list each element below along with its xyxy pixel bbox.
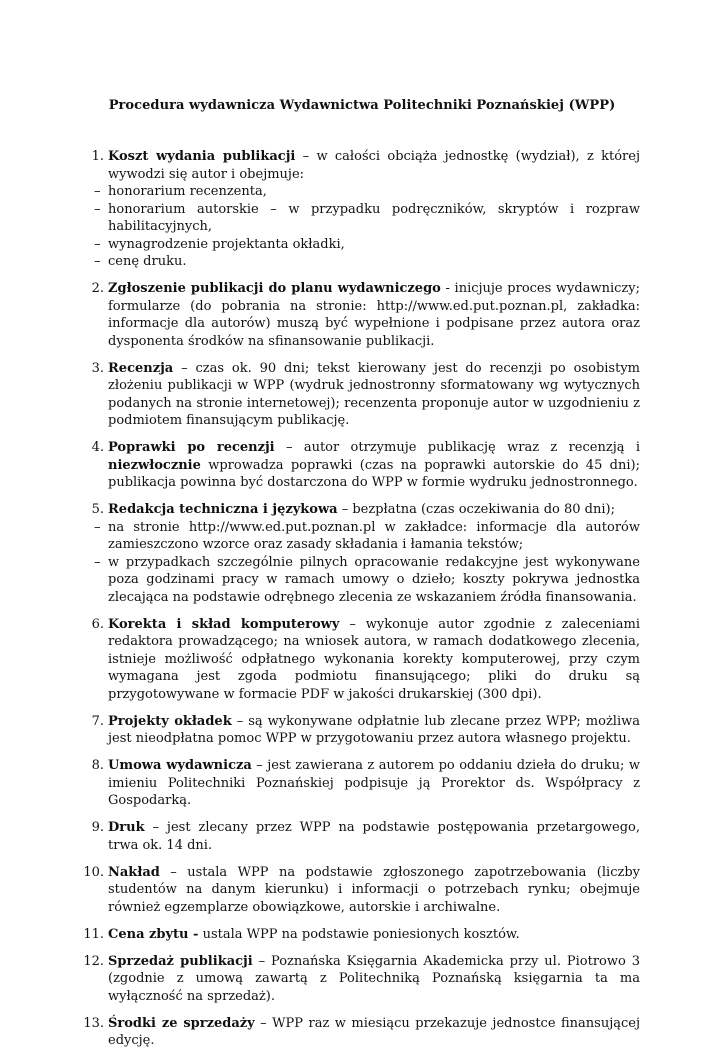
item-number: 7. (91, 713, 104, 729)
item-number: 2. (91, 281, 104, 296)
item-heading: Zgłoszenie publikacji do planu wydawniczego (108, 281, 441, 296)
procedure-item-11 (83, 926, 640, 944)
item-text: – jest zawierana z autorem po oddaniu dzieła do druku; w imieniu Politechniki Poznańskiej podpisuje ją Prorektor ds. Współpracy z Gospodarką. (108, 758, 640, 808)
item-emphasis: niezwłocznie (108, 457, 201, 473)
bullet-item: – wynagrodzenie projektanta okładki, (94, 236, 640, 254)
item-text: – czas ok. 90 dni; tekst kierowany jest do recenzji po osobistym złożeniu publikacji w WPP (wydruk jednostronny sformatowany wg wytycznych podanych na stronie internetowej); recenzenta proponuje autor w uzgodnieniu z podmiotem finansującym publikację. (108, 360, 640, 428)
item-heading: Recenzja (108, 360, 174, 376)
item-heading: Redakcja techniczna i językowa (108, 502, 338, 517)
procedure-item-12 (83, 953, 640, 1006)
procedure-item-2 (91, 280, 640, 350)
item-text: ustala WPP na podstawie poniesionych kosztów. (198, 926, 520, 942)
item-text: – jest zlecany przez WPP na podstawie postępowania przetargowego, trwa ok. 14 dni. (108, 820, 640, 853)
item-text: – bezpłatna (czas oczekiwania do 80 dni); (337, 502, 615, 517)
procedure-item-10 (83, 864, 640, 917)
procedure-item-6 (91, 616, 640, 704)
bullet-item: – cenę druku. (94, 253, 640, 271)
item-text: – WPP raz w miesiącu przekazuje jednostce finansującej edycję. (108, 1015, 640, 1048)
item-text: wprowadza poprawki (czas na poprawki autorskie do 45 dni); publikacja powinna być dostarczona do WPP w formie wydruku jednostronnego. (108, 457, 640, 490)
item-number: 6. (91, 616, 104, 632)
procedure-item-1 (91, 148, 640, 271)
item-number: 13. (83, 1015, 104, 1031)
item-number: 3. (91, 360, 104, 376)
procedure-item-8 (91, 757, 640, 810)
procedure-list (0, 148, 724, 1050)
procedure-item-5 (91, 501, 640, 606)
item-bullets (108, 519, 640, 607)
item-text: – autor otrzymuje publikację wraz z recenzją i (274, 440, 640, 455)
procedure-item-13 (83, 1015, 640, 1050)
item-heading: Projekty okładek (108, 713, 232, 729)
procedure-item-3 (91, 360, 640, 430)
item-heading: Poprawki po recenzji (108, 440, 275, 455)
item-heading: Środki ze sprzedaży (108, 1015, 255, 1031)
item-bullets (108, 183, 640, 271)
procedure-item-9 (91, 819, 640, 854)
item-number: 8. (91, 758, 104, 773)
item-text: – wykonuje autor zgodnie z zaleceniami redaktora prowadzącego; na wniosek autora, w ramach dodatkowego zlecenia, istnieje możliwość odpłatnego wykonania korekty komputerowej, przy czym wymagana jest zgoda podmiotu finansującego; pliki do druku są przygotowywane w formacie PDF w jakości drukarskiej (300 dpi). (108, 616, 640, 702)
item-text: – ustala WPP na podstawie zgłoszonego zapotrzebowania (liczby studentów na danym kierunku) i informacji o potrzebach rynku; obejmuje również egzemplarze obowiązkowe, autorskie i archiwalne. (108, 864, 640, 915)
bullet-item: – honorarium autorskie – w przypadku podręczników, skryptów i rozpraw habilitacyjnych, (94, 201, 640, 236)
item-number: 1. (91, 149, 104, 164)
item-heading: Nakład (108, 864, 160, 880)
bullet-item: – w przypadkach szczególnie pilnych opracowanie redakcyjne jest wykonywane poza godzinami pracy w ramach umowy o dzieło; koszty pokrywa jednostka zlecająca na podstawie odrębnego zlecenia ze wskazaniem źródła finansowania. (94, 554, 640, 607)
item-heading: Umowa wydawnicza (108, 758, 252, 773)
item-text: – Poznańska Księgarnia Akademicka przy ul. Piotrowo 3 (zgodnie z umową zawartą z Politechniką Poznańską księgarnia ta ma wyłączność na sprzedaż). (108, 953, 640, 1004)
item-text: – w całości obciąża jednostkę (wydział), z której wywodzi się autor i obejmuje: (108, 149, 640, 182)
bullet-item: – na stronie http://www.ed.put.poznan.pl w zakładce: informacje dla autorów zamieszczono wzorce oraz zasady składania i łamania tekstów; (94, 519, 640, 554)
item-heading: Sprzedaż publikacji (108, 953, 253, 969)
document-title: Procedura wydawnicza Wydawnictwa Politechniki Poznańskiej (WPP) (108, 98, 616, 113)
bullet-item: – honorarium recenzenta, (94, 183, 640, 201)
item-number: 12. (83, 953, 104, 969)
procedure-item-7 (91, 713, 640, 748)
item-text: – są wykonywane odpłatnie lub zlecane przez WPP; możliwa jest nieodpłatna pomoc WPP w przygotowaniu przez autora własnego projektu. (108, 713, 640, 746)
item-number: 10. (83, 864, 104, 880)
item-number: 5. (91, 502, 104, 517)
item-heading: Druk (108, 820, 145, 835)
item-number: 9. (91, 820, 104, 835)
item-number: 4. (91, 440, 104, 455)
item-number: 11. (83, 926, 104, 942)
item-heading: Cena zbytu - (108, 926, 199, 942)
procedure-item-4 (91, 439, 640, 492)
item-heading: Korekta i skład komputerowy (108, 616, 340, 632)
item-text: - inicjuje proces wydawniczy; formularze (do pobrania na stronie: http://www.ed.put.poznan.pl, zakładka: informacje dla autorów) muszą być wypełnione i podpisane przez autora oraz dysponenta środków na sfinansowanie publikacji. (108, 281, 640, 349)
item-heading: Koszt wydania publikacji (108, 149, 296, 164)
